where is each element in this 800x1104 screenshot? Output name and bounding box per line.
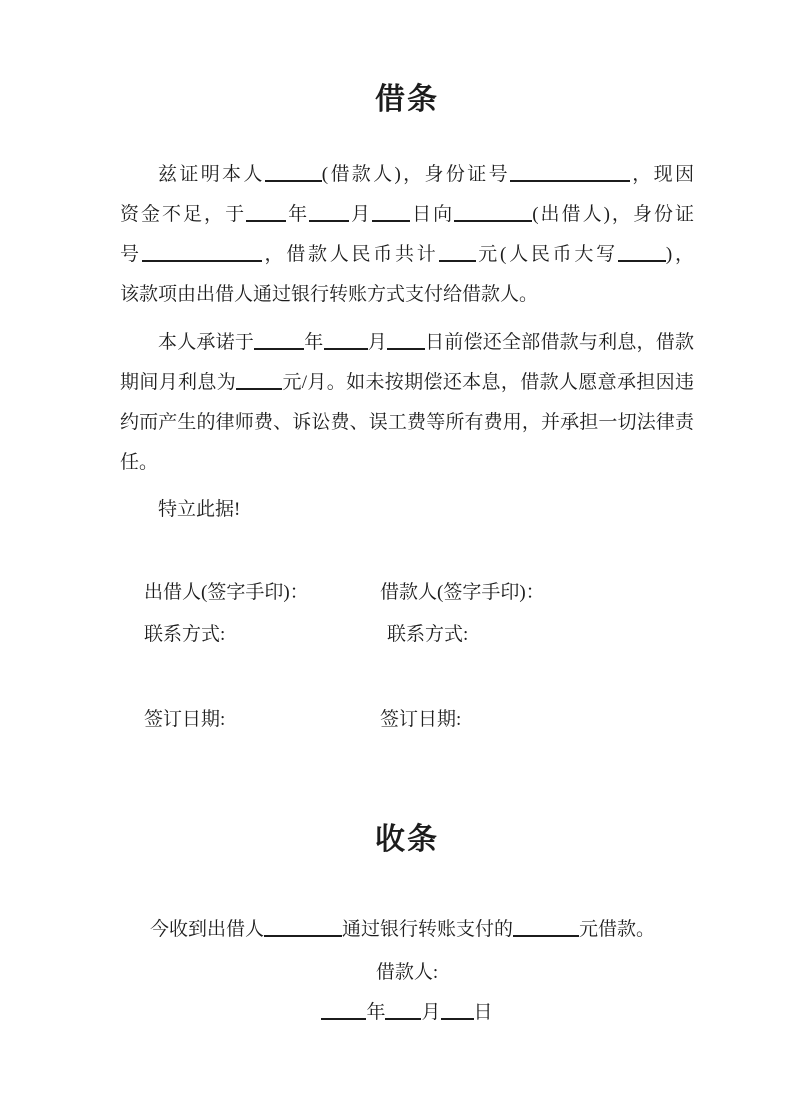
- text-segment: 元(人民币大写: [475, 244, 618, 265]
- receipt-date-line: [120, 993, 694, 1033]
- text-segment: 该款项由出借人通过银行转账方式支付给借款人。: [120, 284, 539, 305]
- text-segment: 月: [367, 332, 387, 353]
- text-segment: 号: [120, 244, 142, 265]
- borrower-contact-label: 联系方式:: [387, 624, 469, 645]
- blank-underline: [372, 218, 410, 222]
- lender-sign-date-label: 签订日期:: [144, 709, 226, 730]
- blank-underline: [454, 218, 532, 222]
- blank-underline: [246, 218, 286, 222]
- receipt-signer-label: 借款人:: [375, 962, 439, 983]
- text-segment: 月: [421, 1002, 441, 1023]
- blank-underline: [441, 1016, 474, 1020]
- blank-underline: [387, 346, 425, 350]
- text-segment: 年: [286, 204, 310, 225]
- lender-signature-label: 出借人(签字手印)：: [144, 582, 309, 603]
- paragraph-line: [120, 235, 694, 275]
- iou-closing-statement: 特立此据!: [158, 499, 241, 520]
- paragraph-line: [120, 443, 694, 483]
- text-segment: 兹证明本人: [158, 164, 265, 185]
- paragraph-line: [120, 195, 694, 235]
- text-segment: 通过银行转账支付的: [342, 919, 514, 940]
- blank-underline: [309, 218, 349, 222]
- text-segment: 年: [304, 332, 324, 353]
- text-segment: 日: [473, 1002, 493, 1023]
- iou-paragraph-2: [120, 323, 694, 483]
- signature-contact-row: [120, 615, 694, 655]
- text-segment: 本人承诺于: [158, 332, 255, 353]
- text-segment: 日前偿还全部借款与利息，借款: [424, 332, 694, 353]
- blank-underline: [321, 1016, 366, 1020]
- signature-date-row: [120, 700, 694, 740]
- iou-paragraph-1: [120, 155, 694, 315]
- lender-contact-label: 联系方式:: [144, 624, 226, 645]
- text-segment: 元借款。: [579, 919, 656, 940]
- text-segment: 今收到出借人: [150, 919, 265, 940]
- text-segment: ，借款人民币共计: [261, 244, 439, 265]
- blank-underline: [385, 1016, 421, 1020]
- blank-underline: [236, 386, 282, 390]
- paragraph-line: [120, 155, 694, 195]
- receipt-body-line: [120, 910, 694, 950]
- blank-underline: [510, 178, 630, 182]
- paragraph-line: [120, 403, 694, 443]
- text-segment: (借款人)，身份证号: [321, 164, 510, 185]
- text-segment: 任。: [120, 452, 159, 473]
- blank-underline: [264, 933, 342, 937]
- text-segment: 月: [349, 204, 373, 225]
- blank-underline: [324, 346, 368, 350]
- blank-underline: [142, 258, 262, 262]
- iou-title: 借条: [375, 83, 439, 116]
- text-segment: 资金不足，于: [120, 204, 247, 225]
- blank-underline: [513, 933, 579, 937]
- borrower-sign-date-label: 签订日期:: [380, 709, 462, 730]
- signature-signer-row: [120, 573, 694, 613]
- text-segment: 期间月利息为: [120, 372, 237, 393]
- paragraph-line: [120, 323, 694, 363]
- blank-underline: [254, 346, 304, 350]
- text-segment: (出借人)，身份证: [532, 204, 694, 225]
- text-segment: 元/月。如未按期偿还本息，借款人愿意承担因违: [282, 372, 694, 393]
- blank-underline: [439, 258, 476, 262]
- text-segment: 约而产生的律师费、诉讼费、误工费等所有费用，并承担一切法律责: [120, 412, 694, 433]
- blank-underline: [618, 258, 666, 262]
- paragraph-line: [120, 275, 694, 315]
- text-segment: 年: [366, 1002, 386, 1023]
- text-segment: ，现因: [629, 164, 694, 185]
- receipt-title: 收条: [375, 823, 439, 856]
- paragraph-line: [120, 363, 694, 403]
- blank-underline: [265, 178, 322, 182]
- borrower-signature-label: 借款人(签字手印)：: [380, 582, 545, 603]
- text-segment: 日向: [410, 204, 455, 225]
- text-segment: )，: [665, 244, 694, 265]
